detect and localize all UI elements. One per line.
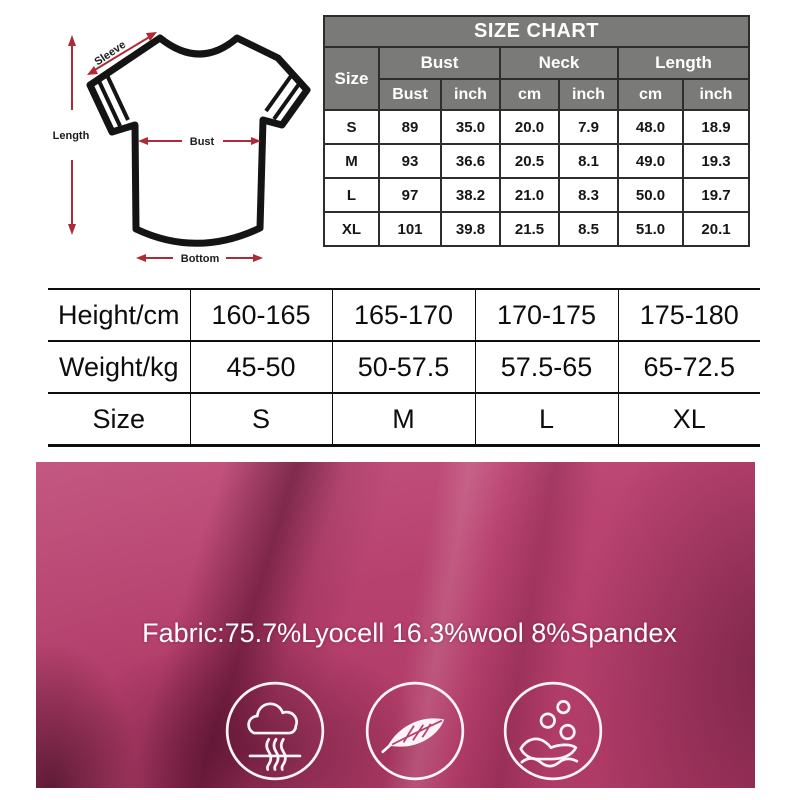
cell: 19.7	[683, 178, 749, 212]
size-cell: XL	[324, 212, 379, 246]
bottom-arrowhead-left	[136, 254, 146, 262]
size-chart-title-row	[324, 16, 749, 47]
cell: 38.2	[441, 178, 500, 212]
cell: L	[475, 393, 618, 446]
cell: 65-72.5	[618, 341, 760, 393]
table-row	[48, 289, 760, 341]
cell: 49.0	[618, 144, 683, 178]
size-chart-title: SIZE CHART	[324, 16, 749, 47]
cell: 45-50	[190, 341, 332, 393]
bottom-arrowhead-right	[253, 254, 263, 262]
cell: 50-57.5	[332, 341, 475, 393]
cell: 51.0	[618, 212, 683, 246]
size-cell: L	[324, 178, 379, 212]
length-inch-header: inch	[683, 79, 749, 110]
size-column-header: Size	[324, 47, 379, 110]
soft-touch-icon	[501, 679, 605, 783]
row-label: Weight/kg	[48, 341, 190, 393]
cell: 165-170	[332, 289, 475, 341]
fabric-composition-text: Fabric:75.7%Lyocell 16.3%wool 8%Spandex	[142, 618, 677, 648]
cell: 35.0	[441, 110, 500, 144]
cell: 21.5	[500, 212, 559, 246]
cell: 18.9	[683, 110, 749, 144]
cell: 20.1	[683, 212, 749, 246]
bust-cm-header: Bust	[379, 79, 441, 110]
neck-inch-header: inch	[559, 79, 618, 110]
length-arrowhead-down	[68, 224, 76, 235]
table-row	[48, 393, 760, 446]
tshirt-measurement-diagram	[32, 8, 322, 272]
row-label: Size	[48, 393, 190, 446]
bust-group-header: Bust	[379, 47, 500, 79]
tshirt-outline	[32, 8, 322, 272]
fit-recommendation-table	[48, 288, 760, 447]
cell: 160-165	[190, 289, 332, 341]
breathable-icon	[223, 679, 327, 783]
bottom-label: Bottom	[180, 253, 220, 265]
length-arrowhead-up	[68, 35, 76, 46]
cell: 39.8	[441, 212, 500, 246]
cell: 101	[379, 212, 441, 246]
size-cell: M	[324, 144, 379, 178]
size-cell: S	[324, 110, 379, 144]
bust-label: Bust	[189, 136, 215, 148]
cell: 8.1	[559, 144, 618, 178]
cell: 89	[379, 110, 441, 144]
length-label: Length	[52, 130, 90, 142]
feather-icon	[363, 679, 467, 783]
cell: 8.3	[559, 178, 618, 212]
table-row	[48, 341, 760, 393]
sleeve-arrowhead-left	[87, 66, 98, 75]
cell: XL	[618, 393, 760, 446]
neck-group-header: Neck	[500, 47, 618, 79]
cell: 175-180	[618, 289, 760, 341]
cell: 7.9	[559, 110, 618, 144]
cell: 48.0	[618, 110, 683, 144]
size-chart-sub-header-row	[324, 79, 749, 110]
size-chart-table	[323, 15, 750, 247]
cell: M	[332, 393, 475, 446]
table-row	[324, 178, 749, 212]
cell: 20.0	[500, 110, 559, 144]
fabric-photo	[36, 462, 755, 788]
neck-cm-header: cm	[500, 79, 559, 110]
cell: 50.0	[618, 178, 683, 212]
cell: 19.3	[683, 144, 749, 178]
table-row	[324, 212, 749, 246]
cell: 36.6	[441, 144, 500, 178]
table-row	[324, 110, 749, 144]
cell: 21.0	[500, 178, 559, 212]
cell: 170-175	[475, 289, 618, 341]
size-chart-group-header-row	[324, 47, 749, 79]
cell: S	[190, 393, 332, 446]
length-group-header: Length	[618, 47, 749, 79]
cell: 8.5	[559, 212, 618, 246]
sleeve-label: Sleeve	[92, 38, 129, 69]
cell: 57.5-65	[475, 341, 618, 393]
cell: 20.5	[500, 144, 559, 178]
bust-inch-header: inch	[441, 79, 500, 110]
row-label: Height/cm	[48, 289, 190, 341]
cell: 97	[379, 178, 441, 212]
length-cm-header: cm	[618, 79, 683, 110]
table-row	[324, 144, 749, 178]
cell: 93	[379, 144, 441, 178]
